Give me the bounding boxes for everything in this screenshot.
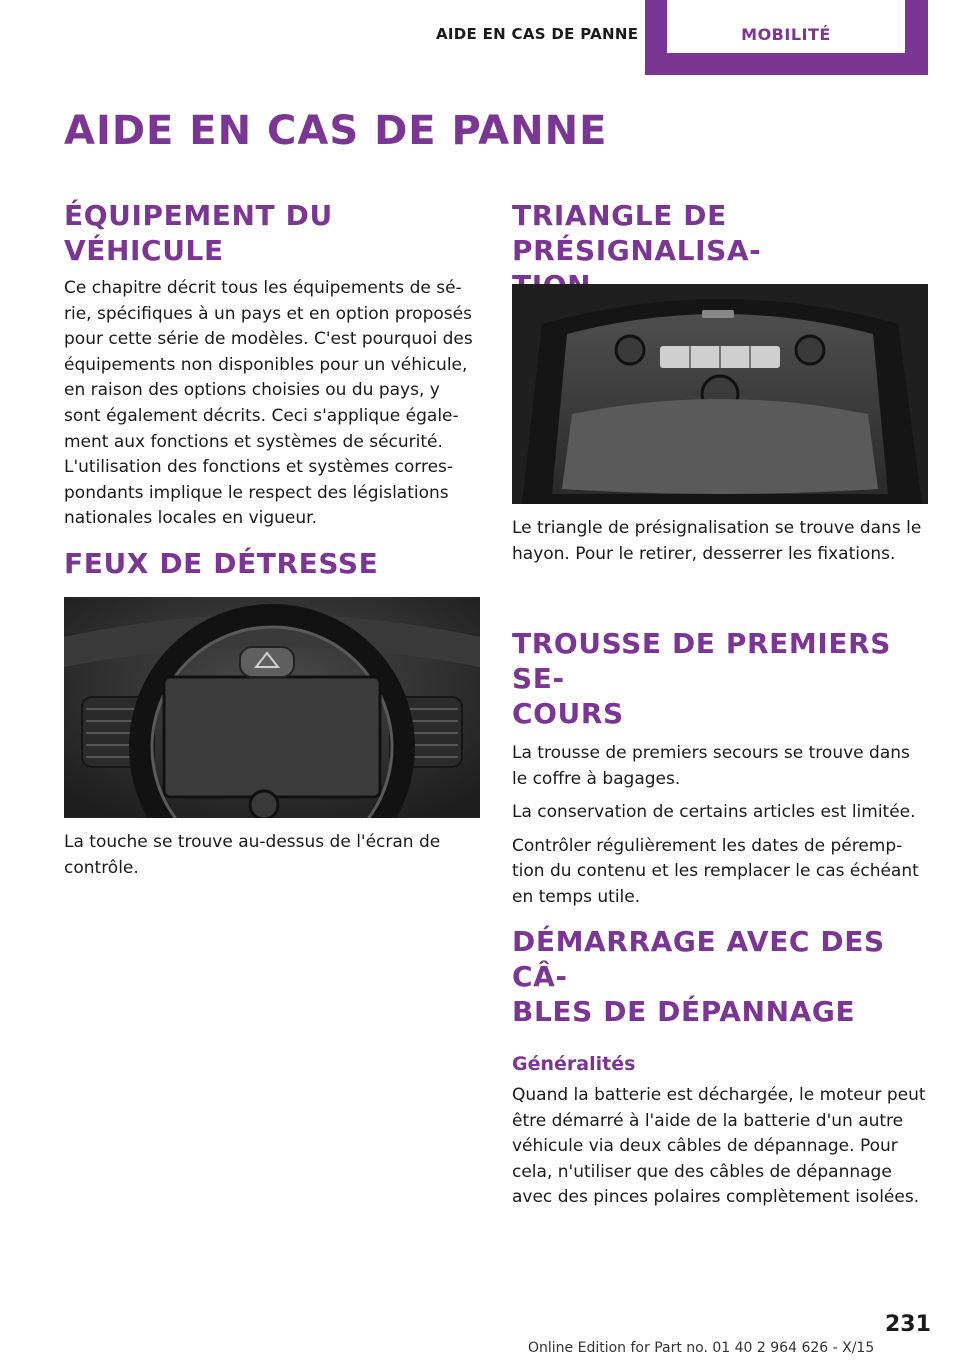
paragraph: Contrôler régulièrement les dates de péremption du contenu et les remplacer le cas échéant en temps utile. xyxy=(512,835,919,907)
subsection-title: Généralités xyxy=(512,1053,636,1075)
section-first-aid xyxy=(512,626,928,911)
hazard-caption xyxy=(64,830,480,881)
section-body: Ce chapitre décrit tous les équipements de série, spécifiques à un pays et en option proposés pour cette série de modèles. C'est pourquoi des équipements non disponibles pour un véhicule, en raison des options choisies ou du pays, y sont également décrits. Ceci s'applique également aux fonctions et systèmes de sécurité. L'utilisation des fonctions et systèmes correspondants implique le respect des législations nationales locales en vigueur. xyxy=(64,278,473,529)
section-title-line1: TROUSSE DE PREMIERS SE- xyxy=(512,627,892,695)
chapter-tab-label: MOBILITÉ xyxy=(667,0,905,53)
footer-edition: Online Edition for Part no. 01 40 2 964 626 - X/15 xyxy=(528,1340,875,1356)
dashboard-illustration xyxy=(64,597,480,818)
triangle-caption xyxy=(512,516,928,567)
section-jump-start xyxy=(512,924,928,1211)
chapter-tab xyxy=(645,0,928,75)
section-title-line1: DÉMARRAGE AVEC DES CÂ- xyxy=(512,925,885,993)
caption-text: La touche se trouve au-dessus de l'écran de contrôle. xyxy=(64,832,441,878)
running-header-section: AIDE EN CAS DE PANNE xyxy=(436,25,639,43)
section-title-line1: TRIANGLE DE PRÉSIGNALISA- xyxy=(512,199,762,267)
section-title-line2: COURS xyxy=(512,697,624,730)
chapter-title: AIDE EN CAS DE PANNE xyxy=(64,108,608,154)
tailgate-illustration xyxy=(512,284,928,504)
caption-text: Le triangle de présignalisation se trouve dans le hayon. Pour le retirer, desserrer les fixations. xyxy=(512,518,922,564)
paragraph: La conservation de certains articles est limitée. xyxy=(512,802,916,823)
tailgate-image xyxy=(512,284,928,504)
paragraph: La trousse de premiers secours se trouve dans le coffre à bagages. xyxy=(512,743,910,789)
section-title-line2: BLES DE DÉPANNAGE xyxy=(512,995,856,1028)
section-hazard-lights xyxy=(64,546,480,581)
hazard-button-image xyxy=(64,597,480,818)
paragraph: Quand la batterie est déchargée, le moteur peut être démarré à l'aide de la batterie d'un autre véhicule via deux câbles de dépannage. Pour cela, n'utiliser que des câbles de dépannage avec des pinces polaires complètement isolées. xyxy=(512,1085,926,1208)
section-title: FEUX DE DÉTRESSE xyxy=(64,547,379,580)
section-vehicle-equipment xyxy=(64,198,480,532)
section-title: ÉQUIPEMENT DU VÉHICULE xyxy=(64,199,333,267)
page-number: 231 xyxy=(885,1312,931,1337)
